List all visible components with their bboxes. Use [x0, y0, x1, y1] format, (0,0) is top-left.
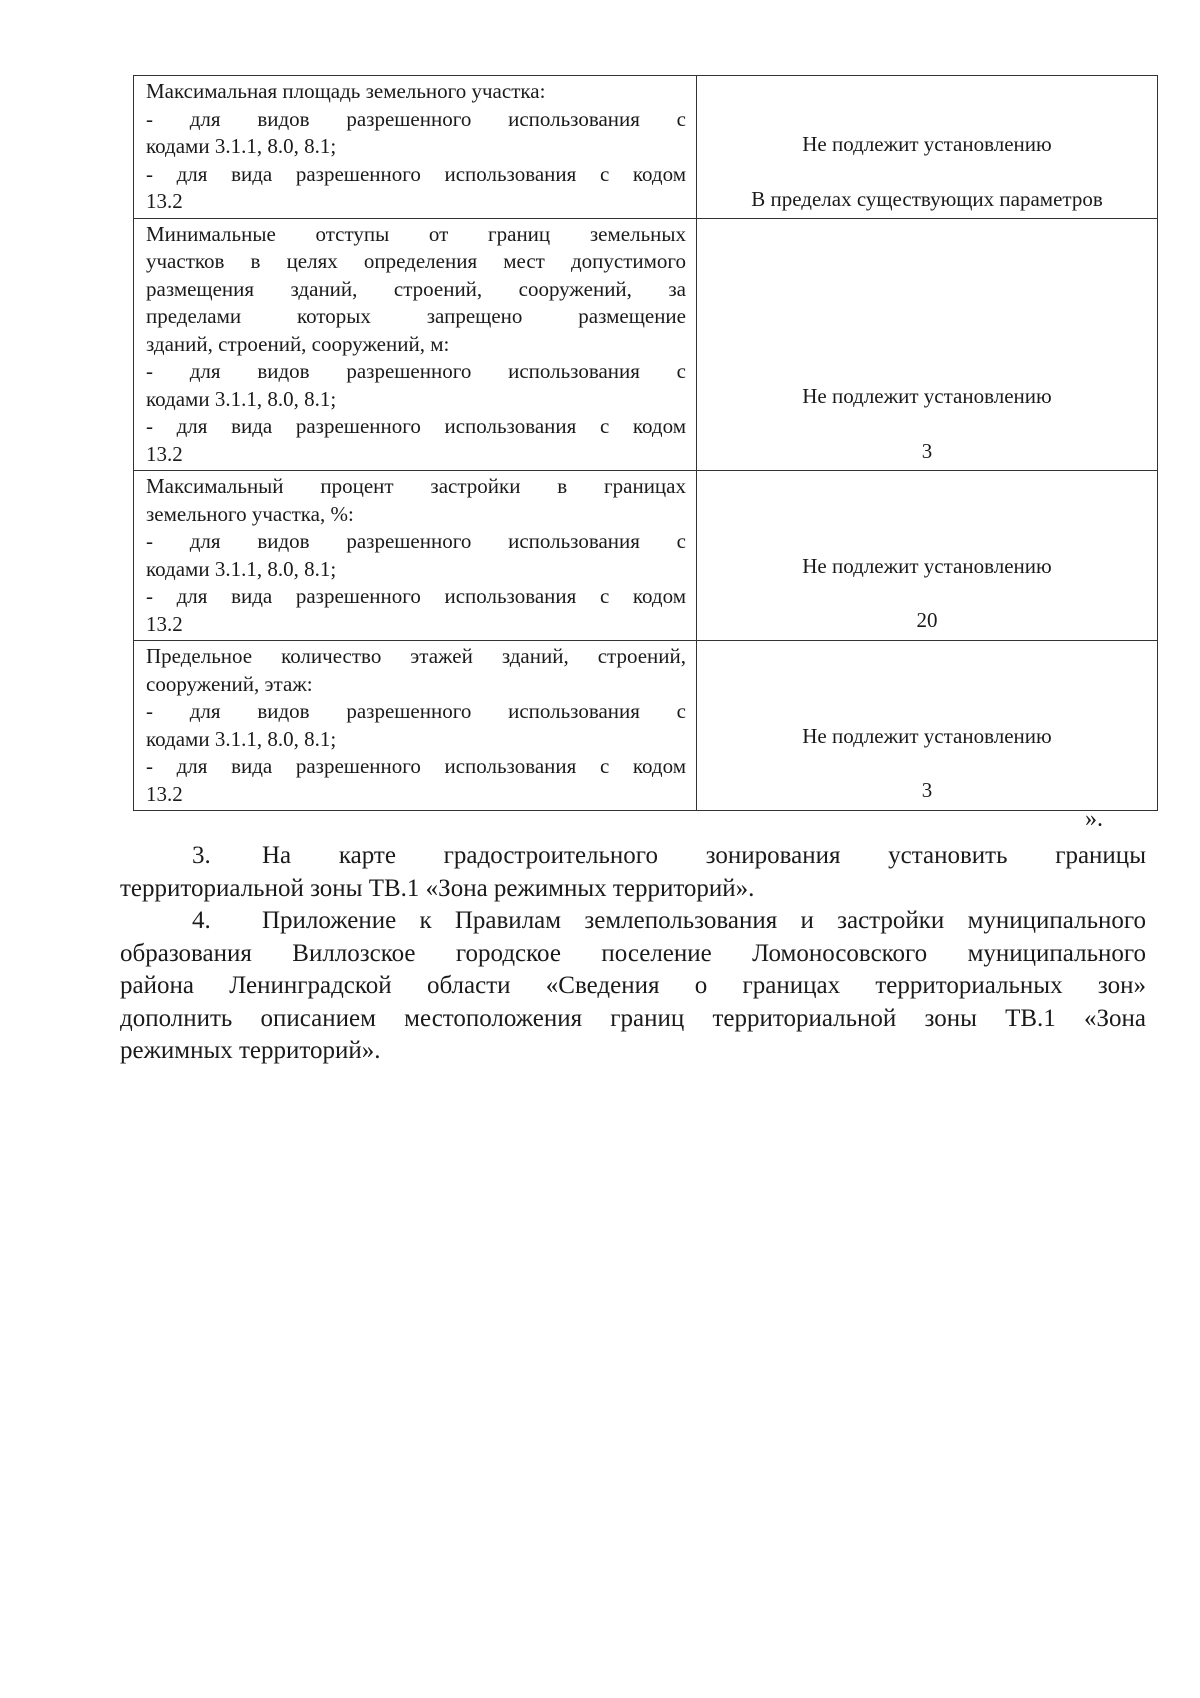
parameter-value-cell	[697, 471, 1158, 641]
parameter-value-cell	[697, 218, 1158, 471]
parameter-name-cell	[134, 641, 697, 811]
paragraph-number: 4.	[192, 907, 211, 934]
parameter-line: 13.2	[146, 781, 183, 806]
parameter-value: 3	[921, 438, 933, 463]
parameter-line: - для вида разрешенного использования с кодом	[146, 754, 686, 778]
paragraph-text: На карте градостроительного зонирования установить границы	[262, 842, 1146, 869]
parameter-value: В пределах существующих параметров	[751, 187, 1103, 211]
paragraph-3	[120, 840, 1146, 905]
parameter-line: 13.2	[146, 611, 183, 636]
parameter-line: - для видов разрешенного использования с	[146, 106, 686, 131]
parameter-line: кодами 3.1.1, 8.0, 8.1;	[146, 134, 337, 158]
parameter-value: 20	[916, 608, 938, 632]
parameter-value-cell	[697, 76, 1158, 219]
paragraph-line	[120, 840, 1146, 873]
parameter-line: 13.2	[146, 441, 183, 466]
paragraph-line: режимных территорий».	[120, 1037, 381, 1064]
parameter-name-cell	[134, 218, 697, 471]
parameter-value: Не подлежит установлению	[802, 383, 1052, 408]
parameter-line: размещения зданий, строений, сооружений, за	[146, 276, 686, 301]
table-row	[134, 218, 1158, 471]
paragraph-number: 3.	[192, 842, 211, 869]
parameter-line: - для видов разрешенного использования с	[146, 699, 686, 723]
paragraph-line: дополнить описанием местоположения границ территориальной зоны ТВ.1 «Зона	[120, 1004, 1146, 1032]
table-row	[134, 471, 1158, 641]
parameter-line: - для вида разрешенного использования с кодом	[146, 161, 686, 186]
parameter-line: кодами 3.1.1, 8.0, 8.1;	[146, 386, 337, 411]
parameter-value: 3	[921, 778, 933, 802]
paragraph-line: образования Виллозское городское поселение Ломоносовского муниципального	[120, 939, 1146, 967]
parameter-line: Максимальная площадь земельного участка:	[146, 79, 546, 103]
parameter-line: пределами которых запрещено размещение	[146, 304, 686, 328]
closing-quote-mark: ».	[1085, 806, 1103, 832]
parameter-line: Максимальный процент застройки в границах	[146, 474, 686, 498]
parameter-line: 13.2	[146, 189, 183, 213]
parameter-line: Предельное количество этажей зданий, строений,	[146, 644, 686, 668]
table-row	[134, 641, 1158, 811]
paragraph-line: территориальной зоны ТВ.1 «Зона режимных территорий».	[120, 874, 755, 902]
parameter-value: Не подлежит установлению	[802, 132, 1052, 156]
parameter-line: кодами 3.1.1, 8.0, 8.1;	[146, 556, 337, 581]
parameter-line: - для вида разрешенного использования с кодом	[146, 584, 686, 608]
parameter-value-cell	[697, 641, 1158, 811]
parameter-line: - для видов разрешенного использования с	[146, 529, 686, 553]
table-row	[134, 76, 1158, 219]
parameter-line: зданий, строений, сооружений, м:	[146, 331, 450, 356]
parameter-line: участков в целях определения мест допустимого	[146, 249, 686, 273]
paragraph-4	[120, 905, 1146, 1068]
parameter-line: Минимальные отступы от границ земельных	[146, 221, 686, 246]
parameters-table	[133, 75, 1158, 811]
parameter-line: - для вида разрешенного использования с кодом	[146, 414, 686, 438]
parameter-line: - для видов разрешенного использования с	[146, 359, 686, 383]
parameter-line: сооружений, этаж:	[146, 671, 313, 696]
parameter-value: Не подлежит установлению	[802, 554, 1052, 578]
parameter-line: кодами 3.1.1, 8.0, 8.1;	[146, 726, 337, 751]
parameter-value: Не подлежит установлению	[802, 724, 1052, 748]
paragraph-text: Приложение к Правилам землепользования и застройки муниципального	[262, 907, 1146, 934]
paragraph-line	[120, 905, 1146, 938]
parameter-line: земельного участка, %:	[146, 501, 354, 526]
paragraph-line: района Ленинградской области «Сведения о границах территориальных зон»	[120, 972, 1146, 999]
parameter-name-cell	[134, 471, 697, 641]
parameter-name-cell	[134, 76, 697, 219]
